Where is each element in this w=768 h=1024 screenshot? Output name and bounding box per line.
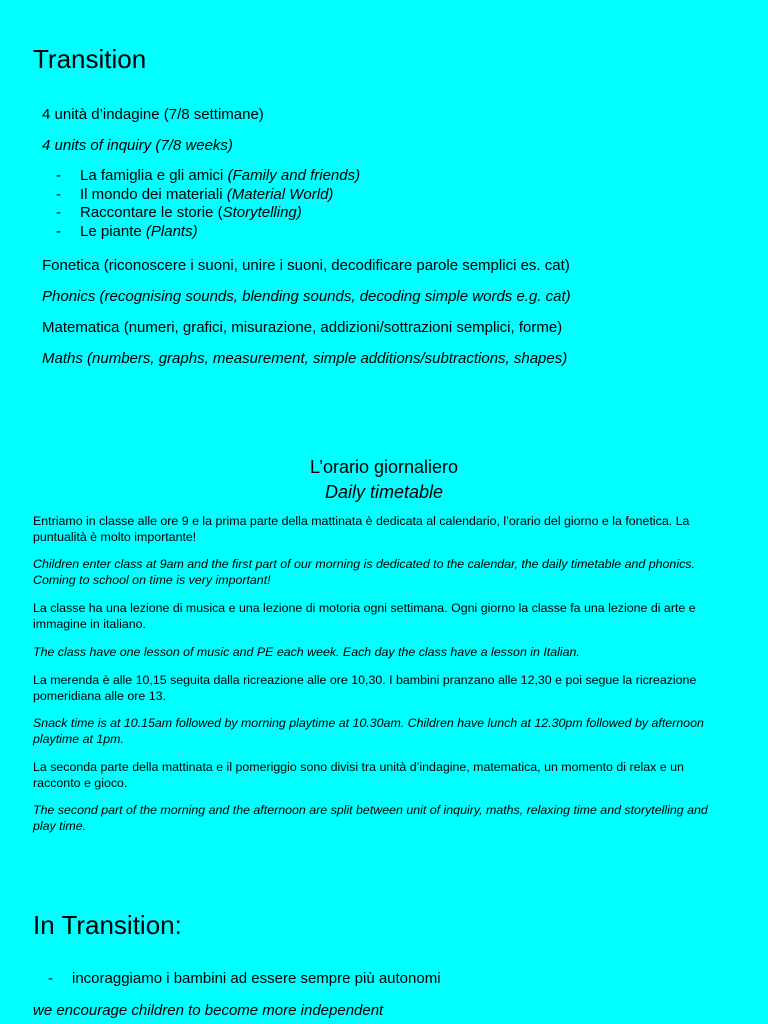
bullet-italian: incoraggiamo i bambini ad essere sempre più autonomi	[72, 970, 441, 987]
units-count-english: 4 units of inquiry (7/8 weeks)	[42, 137, 233, 154]
maths-italian: Matematica (numeri, grafici, misurazione, addizioni/sottrazioni semplici, forme)	[42, 319, 563, 336]
section-title-in-transition: In Transition:	[33, 910, 182, 940]
timetable-paragraph-italian: Entriamo in classe alle ore 9 e la prima parte della mattinata è dedicata al calendario, l’orario del giorno e la fonetica. La puntualità è molto importante!	[33, 514, 690, 544]
timetable-paragraph-english: The second part of the morning and the afternoon are split between unit of inquiry, maths, relaxing time and storytelling and play time.	[33, 803, 708, 833]
maths-english: Maths (numbers, graphs, measurement, simple additions/subtractions, shapes)	[42, 350, 568, 367]
timetable-paragraph-english: Children enter class at 9am and the first part of our morning is dedicated to the calendar, the daily timetable and phonics. Coming to school on time is very important!	[33, 557, 695, 587]
bullet-english: we encourage children to become more independent	[33, 1002, 384, 1019]
timetable-paragraph-italian: La classe ha una lezione di musica e una lezione di motoria ogni settimana. Ogni giorno la classe fa una lezione di arte e immagine in italiano.	[33, 601, 696, 631]
units-list	[42, 167, 642, 242]
phonics-italian: Fonetica (riconoscere i suoni, unire i suoni, decodificare parole semplici es. cat)	[42, 257, 570, 274]
list-item: - Il mondo dei materiali (Material World)	[56, 185, 334, 203]
phonics-english: Phonics (recognising sounds, blending sounds, decoding simple words e.g. cat)	[42, 288, 571, 305]
timetable-title-english: Daily timetable	[324, 482, 444, 502]
timetable-title-italian: L’orario giornaliero	[309, 457, 459, 477]
list-item: - incoraggiamo i bambini ad essere sempre più autonomi	[48, 970, 441, 987]
timetable-paragraph-english: Snack time is at 10.15am followed by morning playtime at 10.30am. Children have lunch at 12.30pm followed by afternoon playtime at 1pm.	[33, 716, 704, 746]
list-item: - La famiglia e gli amici (Family and friends)	[56, 167, 361, 184]
units-count-italian: 4 unità d’indagine (7/8 settimane)	[42, 106, 264, 123]
section-title-transition: Transition	[33, 44, 147, 74]
list-item: - Raccontare le storie (Storytelling)	[56, 204, 302, 222]
timetable-paragraph-english: The class have one lesson of music and PE each week. Each day the class have a lesson in Italian.	[33, 645, 580, 659]
timetable-paragraph-italian: La merenda è alle 10,15 seguita dalla ricreazione alle ore 10,30. I bambini pranzano alle 12,30 e poi segue la ricreazione pomeridiana alle ore 13.	[33, 673, 697, 703]
timetable-paragraph-italian: La seconda parte della mattinata e il pomeriggio sono divisi tra unità d’indagine, matematica, un momento di relax e un racconto e gioco.	[33, 760, 684, 790]
list-item: - Le piante (Plants)	[56, 223, 198, 241]
